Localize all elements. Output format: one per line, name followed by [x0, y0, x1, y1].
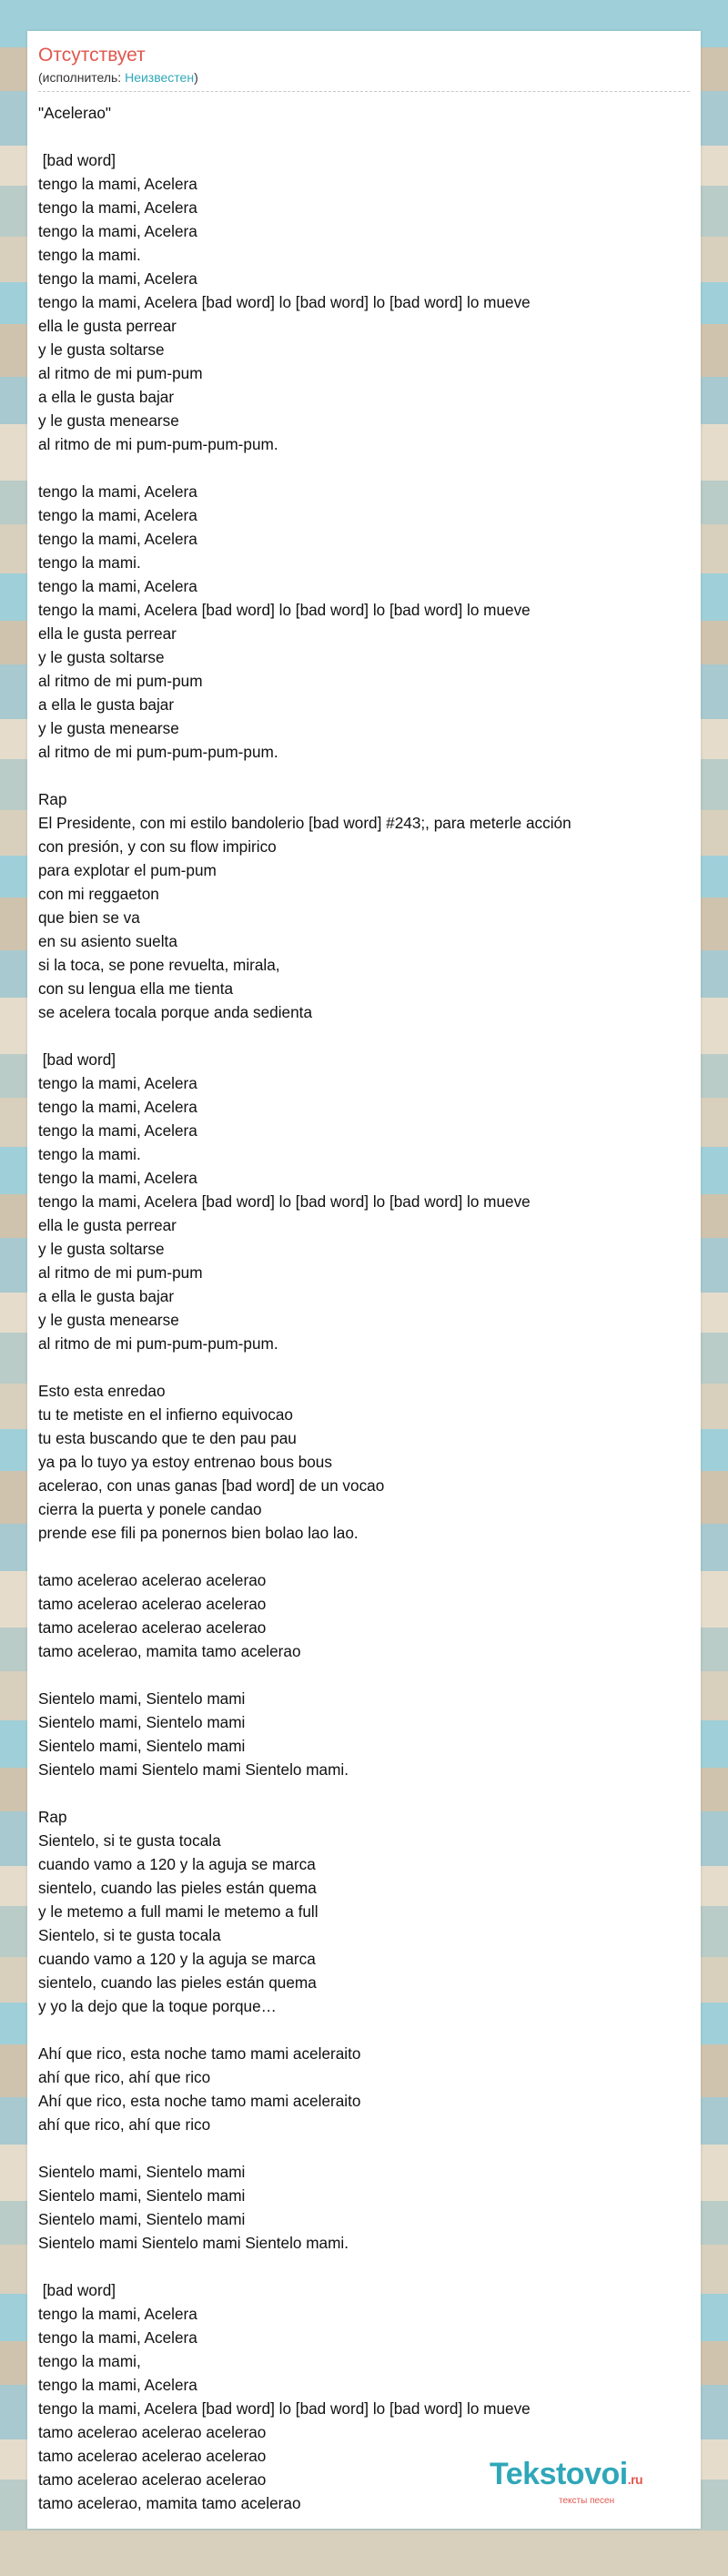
logo-name: Tekstovoi: [490, 2457, 628, 2491]
logo-wordmark: [490, 2458, 693, 2496]
background-stripe: [0, 2530, 728, 2576]
logo-tagline: тексты песен: [559, 2496, 615, 2506]
artist-link[interactable]: Неизвестен: [125, 70, 195, 85]
artist-suffix: ): [194, 70, 198, 85]
page-title: Отсутствует: [38, 45, 146, 66]
logo-tld: .ru: [627, 2472, 643, 2487]
site-logo[interactable]: [490, 2457, 693, 2506]
lyrics-text: "Acelerao" [bad word] tengo la mami, Acelera tengo la mami, Acelera tengo la mami, Acelera tengo la mami. tengo la mami, Acelera tengo la mami, Acelera [bad word] lo [bad word] lo [bad word] lo mueve ella le gusta perrear y le gusta soltarse al ritmo de mi pum-pum a ella le gusta bajar y le gusta menearse al ritmo de mi pum-pum-pum-pum. tengo la mami, Acelera tengo la mami, Acelera tengo la mami, Acelera tengo la mami. tengo la mami, Acelera tengo la mami, Acelera [bad word] lo [bad word] lo [bad word] lo mueve ella le gusta perrear y le gusta soltarse al ritmo de mi pum-pum a ella le gusta bajar y le gusta menearse al ritmo de mi pum-pum-pum-pum. Rap El Presidente, con mi estilo bandolerio [bad word] #243;, para meterle acción con presión, y con su flow impirico para explotar el pum-pum con mi reggaeton que bien se va en su asiento suelta si la toca, se pone revuelta, mirala, con su lengua ella me tienta se acelera tocala porque anda sedienta [bad word] tengo la mami, Acelera tengo la mami, Acelera tengo la mami, Acelera tengo la mami. tengo la mami, Acelera tengo la mami, Acelera [bad word] lo [bad word] lo [bad word] lo mueve ella le gusta perrear y le gusta soltarse al ritmo de mi pum-pum a ella le gusta bajar y le gusta menearse al ritmo de mi pum-pum-pum-pum. Esto esta enredao tu te metiste en el infierno equivocao tu esta buscando que te den pau pau ya pa lo tuyo ya estoy entrenao bous bous acelerao, con unas ganas [bad word] de un vocao cierra la puerta y ponele candao prende ese fili pa ponernos bien bolao lao lao. tamo acelerao acelerao acelerao tamo acelerao acelerao acelerao tamo acelerao acelerao acelerao tamo acelerao, mamita tamo acelerao Sientelo mami, Sientelo mami Sientelo mami, Sientelo mami Sientelo mami, Sientelo mami Sientelo mami Sientelo mami Sientelo mami. Rap Sientelo, si te gusta tocala cuando vamo a 120 y la aguja se marca sientelo, cuando las pieles están quema y le metemo a full mami le metemo a full Sientelo, si te gusta tocala cuando vamo a 120 y la aguja se marca sientelo, cuando las pieles están quema y yo la dejo que la toque porque… Ahí que rico, esta noche tamo mami aceleraito ahí que rico, ahí que rico Ahí que rico, esta noche tamo mami aceleraito ahí que rico, ahí que rico Sientelo mami, Sientelo mami Sientelo mami, Sientelo mami Sientelo mami, Sientelo mami Sientelo mami Sientelo mami Sientelo mami. [bad word] tengo la mami, Acelera tengo la mami, Acelera tengo la mami, tengo la mami, Acelera tengo la mami, Acelera [bad word] lo [bad word] lo [bad word] lo mueve tamo acelerao acelerao acelerao tamo acelerao acelerao acelerao tamo acelerao acelerao acelerao tamo acelerao, mamita tamo acelerao: [38, 104, 571, 2512]
artist-line: [38, 69, 690, 86]
lyrics-card: [27, 31, 701, 2529]
artist-prefix: (исполнитель:: [38, 70, 126, 85]
header-divider: [38, 91, 690, 92]
